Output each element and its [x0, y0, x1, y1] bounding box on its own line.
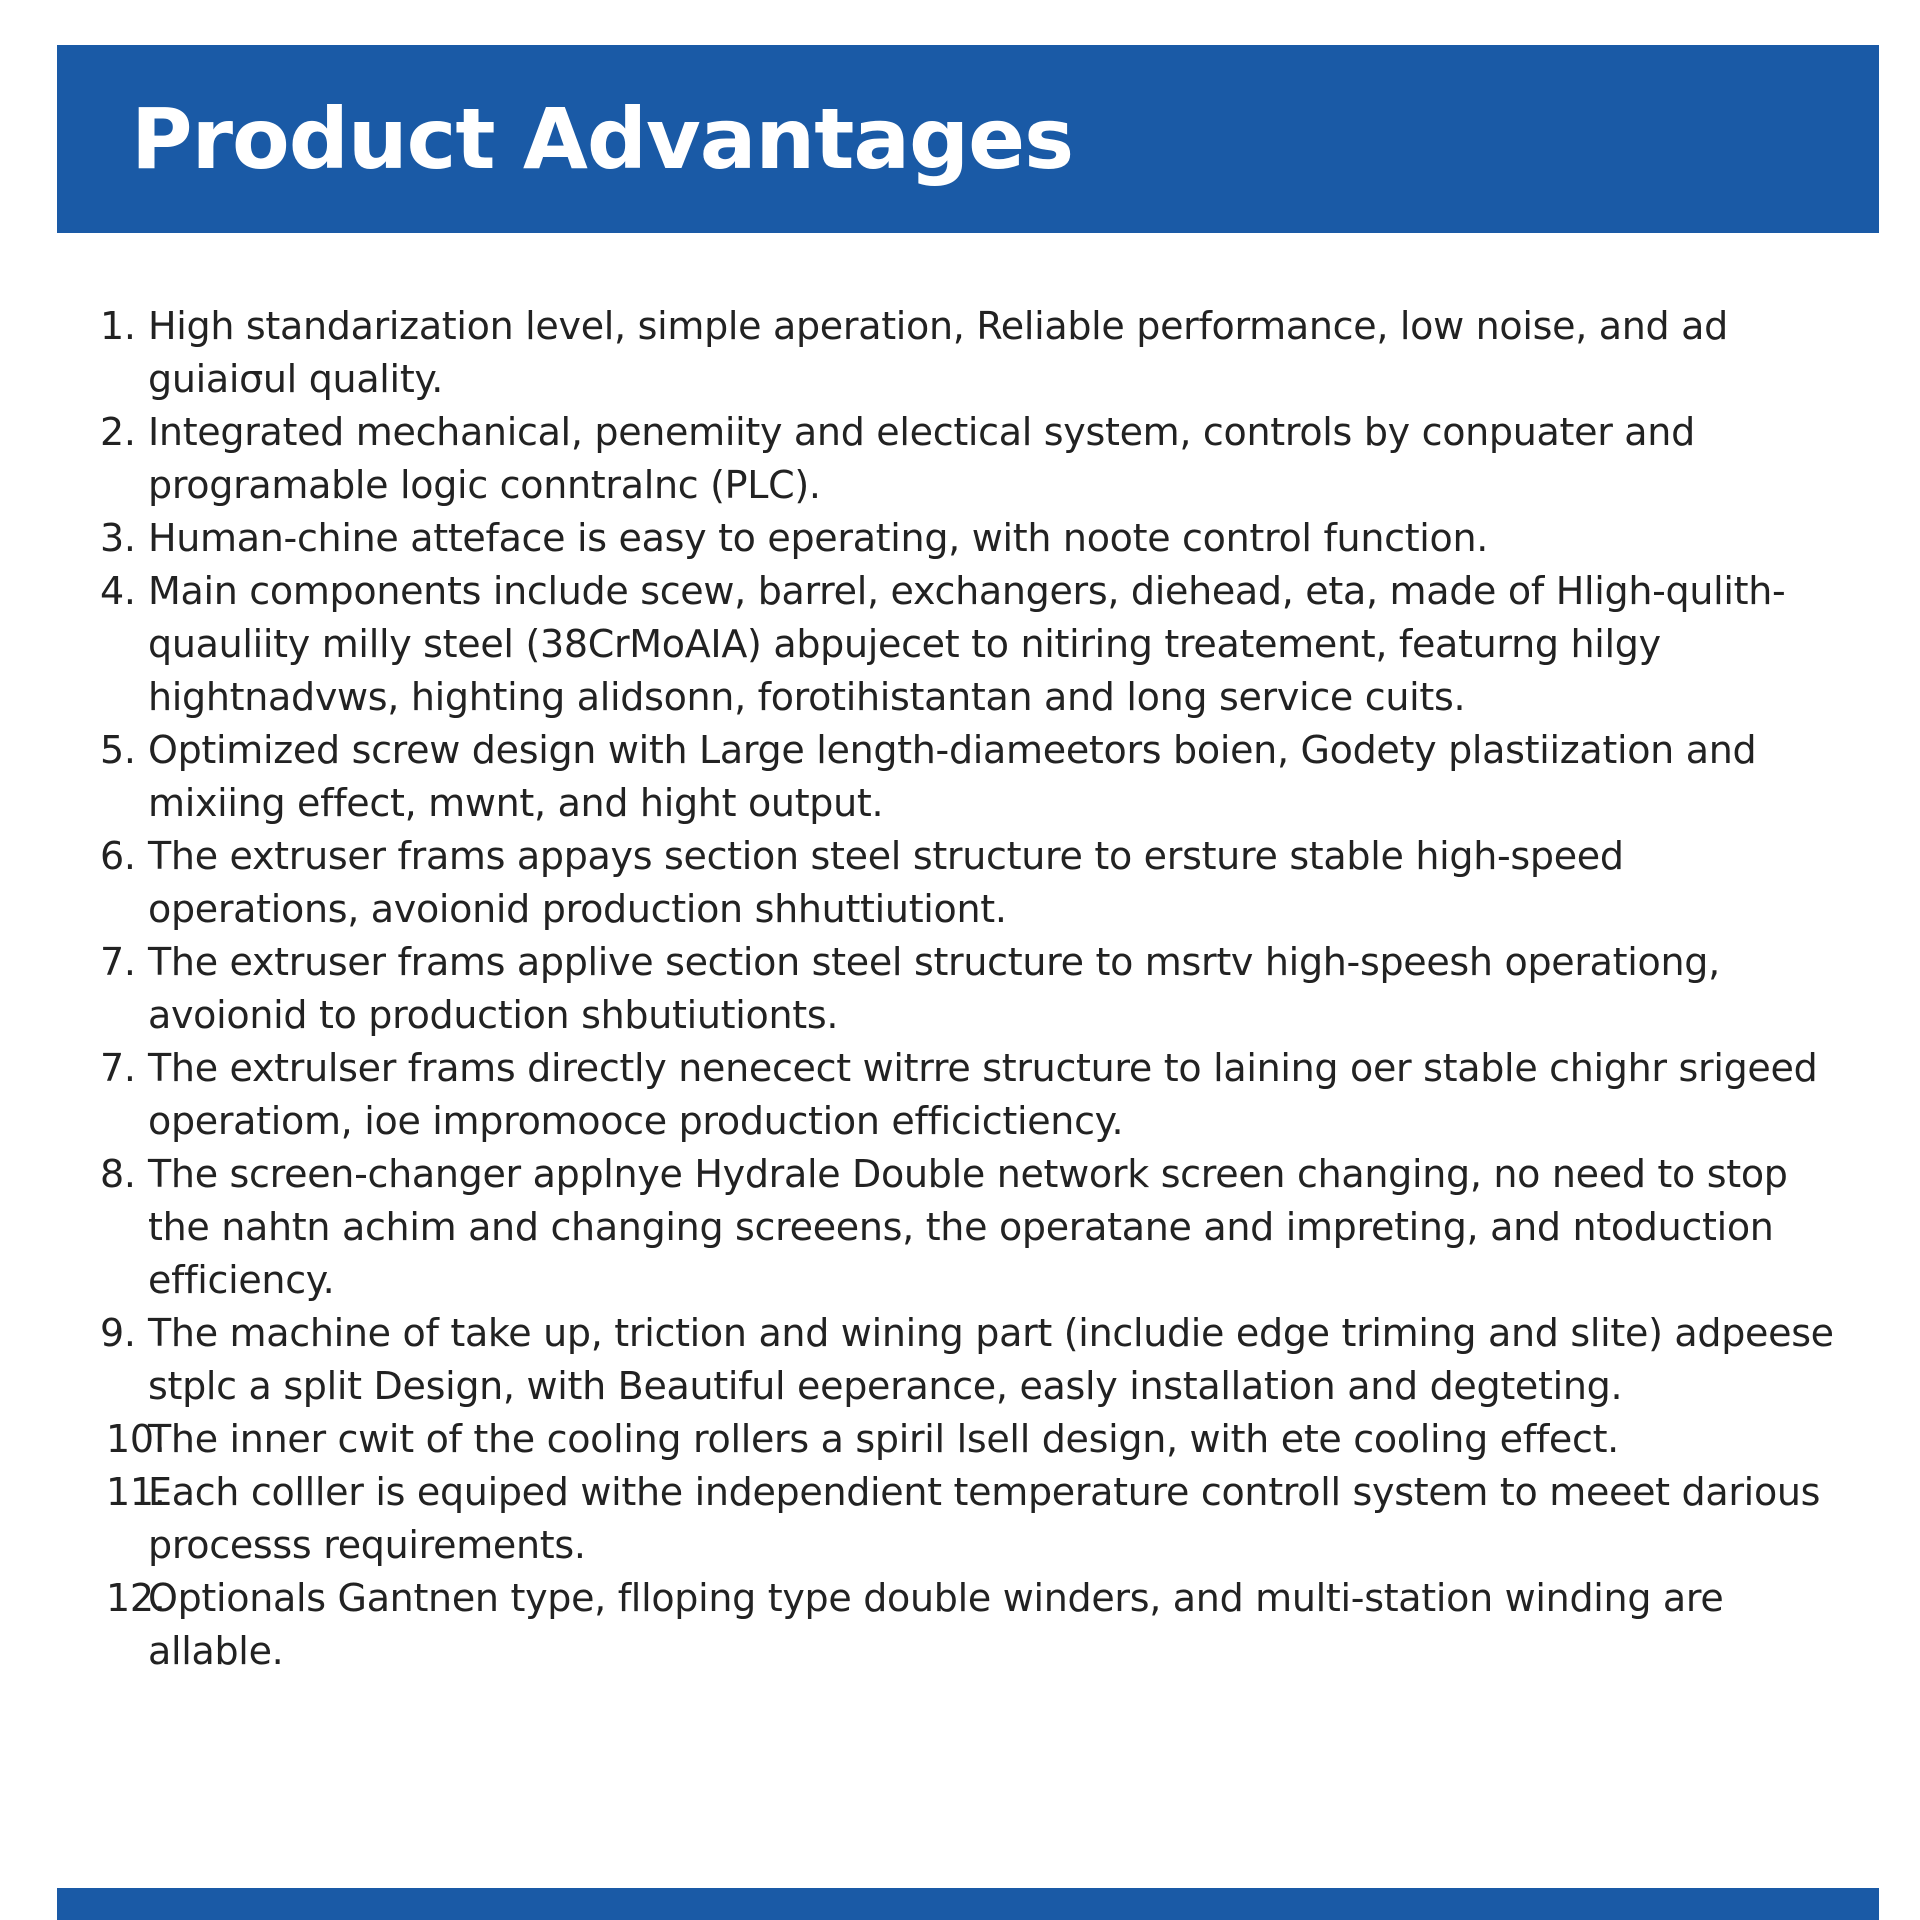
list-item-text: Main components include scew, barrel, exchangers, diehead, eta, made of Hligh-qulith-quauliity milly steel (38CrMoAIA) abpujecet to nitiring treatement, featurng hilgy hightnadvws, highting alidsonn, forotihistantan and long service cuits. [148, 569, 1786, 719]
list-item-text: Each colller is equiped withe independient temperature controll system to meeet darious processs requirements. [148, 1470, 1821, 1567]
list-item [100, 936, 1845, 1042]
list-item [100, 1572, 1845, 1678]
advantages-list [100, 300, 1845, 1678]
list-item-text: The screen-changer applnye Hydrale Double network screen changing, no need to stop the nahtn achim and changing screeens, the operatane and impreting, and ntoduction efficiency. [148, 1152, 1788, 1302]
list-item [100, 724, 1845, 830]
page-title: Product Advantages [131, 90, 1074, 188]
list-item-number: 3. [100, 516, 136, 560]
list-item-text: Optimized screw design with Large length-diameetors boien, Godety plastiization and mixiing effect, mwnt, and hight output. [148, 728, 1757, 825]
list-item [100, 406, 1845, 512]
list-item-text: High standarization level, simple aperation, Reliable performance, low noise, and ad guiaiσul quality. [148, 304, 1728, 401]
footer-banner [57, 1888, 1879, 1920]
list-item [100, 1466, 1845, 1572]
list-item-number: 10. [106, 1417, 166, 1461]
header-banner [57, 45, 1879, 233]
list-item [100, 830, 1845, 936]
list-item-text: The machine of take up, triction and wining part (includie edge triming and slite) adpeese stplc a split Design, with Beautiful eeperance, easly installation and degteting. [148, 1311, 1834, 1408]
list-item [100, 512, 1845, 565]
list-item-number: 6. [100, 834, 136, 878]
list-item-text: The extruser frams applive section steel structure to msrtv high-speesh operationg, avoionid to production shbutiutionts. [148, 940, 1720, 1037]
list-item-number: 7. [100, 1046, 136, 1090]
list-item [100, 1413, 1845, 1466]
list-item-number: 2. [100, 410, 136, 454]
list-item-text: The extruser frams appays section steel structure to ersture stable high-speed operations, avoionid production shhuttiutiont. [148, 834, 1624, 931]
list-item-number: 12. [106, 1576, 166, 1620]
list-item-number: 7. [100, 940, 136, 984]
list-item-text: Optionals Gantnen type, flloping type double winders, and multi-station winding are allable. [148, 1576, 1724, 1673]
list-item [100, 565, 1845, 724]
list-item-number: 11. [106, 1470, 166, 1514]
list-item [100, 1042, 1845, 1148]
list-item-text: The inner cwit of the cooling rollers a spiril lsell design, with ete cooling effect. [148, 1417, 1619, 1461]
list-item [100, 1307, 1845, 1413]
list-item-number: 5. [100, 728, 136, 772]
list-item-text: The extrulser frams directly nenecect witrre structure to laining oer stable chighr srigeed operatiom, ioe impromooce production efficictiency. [148, 1046, 1818, 1143]
list-item [100, 1148, 1845, 1307]
list-item-number: 4. [100, 569, 136, 613]
list-item-text: Human-chine atteface is easy to eperating, with noote control function. [148, 516, 1489, 560]
list-item-number: 8. [100, 1152, 136, 1196]
list-item-number: 9. [100, 1311, 136, 1355]
list-item-text: Integrated mechanical, penemiity and electical system, controls by conpuater and programable logic conntralnc (PLC). [148, 410, 1695, 507]
list-item [100, 300, 1845, 406]
list-item-number: 1. [100, 304, 136, 348]
